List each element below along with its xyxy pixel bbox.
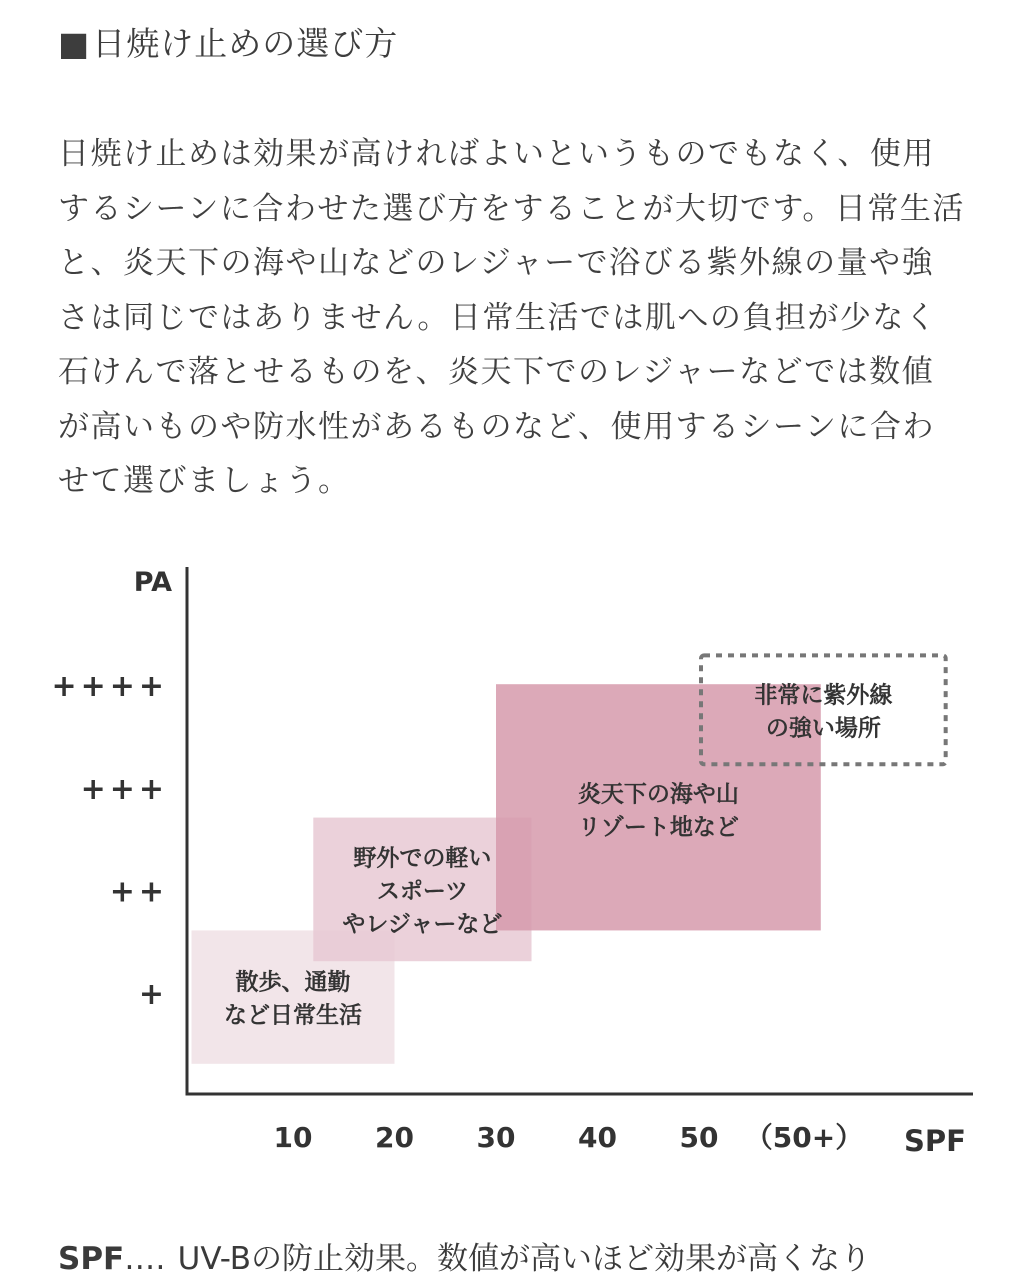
intro-paragraph — [58, 127, 978, 509]
paragraph-line: 石けんで落とせるものを、炎天下でのレジャーなどでは数値 — [58, 354, 935, 390]
paragraph-line: が高いものや防水性があるものなど、使用するシーンに合わ — [58, 408, 935, 445]
paragraph-line: と、炎天下の海や山などのレジャーで浴びる紫外線の量や強 — [58, 245, 935, 281]
spf-pa-chart — [0, 555, 1024, 1185]
x-axis-label: SPF — [904, 1124, 966, 1158]
dots: ‥‥ — [124, 1241, 166, 1277]
heading-marker: ■ — [58, 24, 91, 63]
region-label: 非常に紫外線 — [754, 682, 893, 709]
x-tick-label: 10 — [273, 1121, 313, 1154]
y-tick-label: +++ — [80, 771, 168, 807]
spf-term: SPF — [58, 1241, 125, 1277]
paragraph-line: さは同じではありません。日常生活では肌への負担が少なく — [58, 299, 938, 336]
region-label: スポーツ — [376, 878, 468, 905]
x-tick-label: 50 — [679, 1121, 719, 1154]
page-title — [58, 18, 398, 65]
region-label: やレジャーなど — [342, 911, 503, 938]
paragraph-line: 日焼け止めは効果が高ければよいというものでもなく、使用 — [58, 136, 935, 172]
x-tick-label: 30 — [476, 1121, 516, 1154]
y-tick-label: ++++ — [51, 669, 168, 705]
heading-text: 日焼け止めの選び方 — [92, 24, 399, 63]
y-tick-label: + — [138, 977, 168, 1012]
y-tick-label: ++ — [109, 874, 168, 910]
x-tick-label: （50+） — [744, 1121, 864, 1154]
region-label: 炎天下の海や山 — [577, 781, 739, 808]
region-label: 散歩、通勤 — [235, 969, 351, 996]
paragraph-line: せて選びましょう。 — [58, 463, 351, 499]
region-label: など日常生活 — [224, 1002, 362, 1029]
x-tick-label: 40 — [578, 1121, 617, 1154]
region-label: 野外での軽い — [353, 845, 492, 872]
spf-definition — [58, 1233, 871, 1278]
x-tick-label: 20 — [375, 1121, 414, 1154]
region-label: の強い場所 — [765, 715, 881, 742]
region-label: リゾート地など — [577, 814, 739, 841]
paragraph-line: するシーンに合わせた選び方をすることが大切です。日常生活 — [58, 190, 965, 227]
y-axis-label: PA — [133, 567, 172, 598]
spf-description: UV-Bの防止効果。数値が高いほど効果が高くなり — [177, 1241, 872, 1277]
